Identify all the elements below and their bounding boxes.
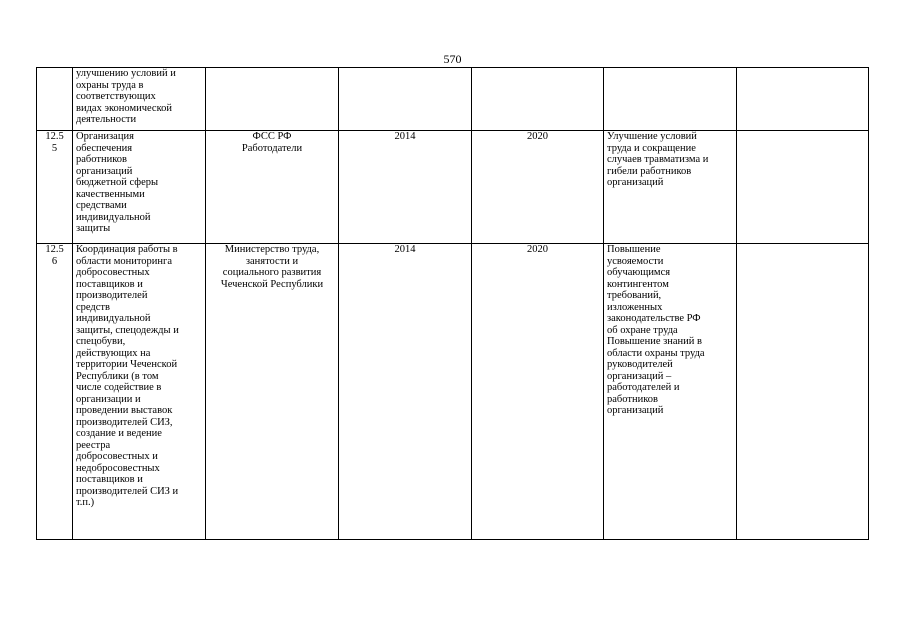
end-year-cell: 2020 [472, 131, 604, 244]
extra-cell [737, 244, 869, 540]
table-row [37, 68, 869, 131]
start-year-cell: 2014 [339, 244, 472, 540]
end-year-cell [472, 68, 604, 131]
executor-cell: ФСС РФ Работодатели [206, 131, 339, 244]
table-row [37, 131, 869, 244]
result-cell: Улучшение условий труда и сокращение случаев травматизма и гибели работников организаций [604, 131, 737, 244]
extra-cell [737, 68, 869, 131]
executor-cell: Министерство труда, занятости и социального развития Чеченской Республики [206, 244, 339, 540]
result-cell [604, 68, 737, 131]
row-number: 12.5 6 [37, 244, 73, 540]
activity-cell: Организация обеспечения работников организаций бюджетной сферы качественными средствами индивидуальной защиты [73, 131, 206, 244]
end-year-cell: 2020 [472, 244, 604, 540]
start-year-cell [339, 68, 472, 131]
row-number [37, 68, 73, 131]
table-row [37, 244, 869, 540]
activity-cell: улучшению условий и охраны труда в соответствующих видах экономической деятельности [73, 68, 206, 131]
page-number: 570 [443, 52, 462, 66]
activity-cell: Координация работы в области мониторинга добросовестных поставщиков и производителей средств индивидуальной защиты, спецодежды и спецобуви, действующих на территории Чеченской Республики (в том числе содействие в организации и проведении выставок производителей СИЗ, создание и ведение реестра добросовестных и недобросовестных поставщиков и производителей СИЗ и т.п.) [73, 244, 206, 540]
start-year-cell: 2014 [339, 131, 472, 244]
extra-cell [737, 131, 869, 244]
executor-cell [206, 68, 339, 131]
row-number: 12.5 5 [37, 131, 73, 244]
result-cell: Повышение усвояемости обучающимся контингентом требований, изложенных законодательстве РФ об охране труда Повышение знаний в области охраны труда руководителей организаций – работодателей и работников организаций [604, 244, 737, 540]
measures-table [36, 67, 869, 540]
